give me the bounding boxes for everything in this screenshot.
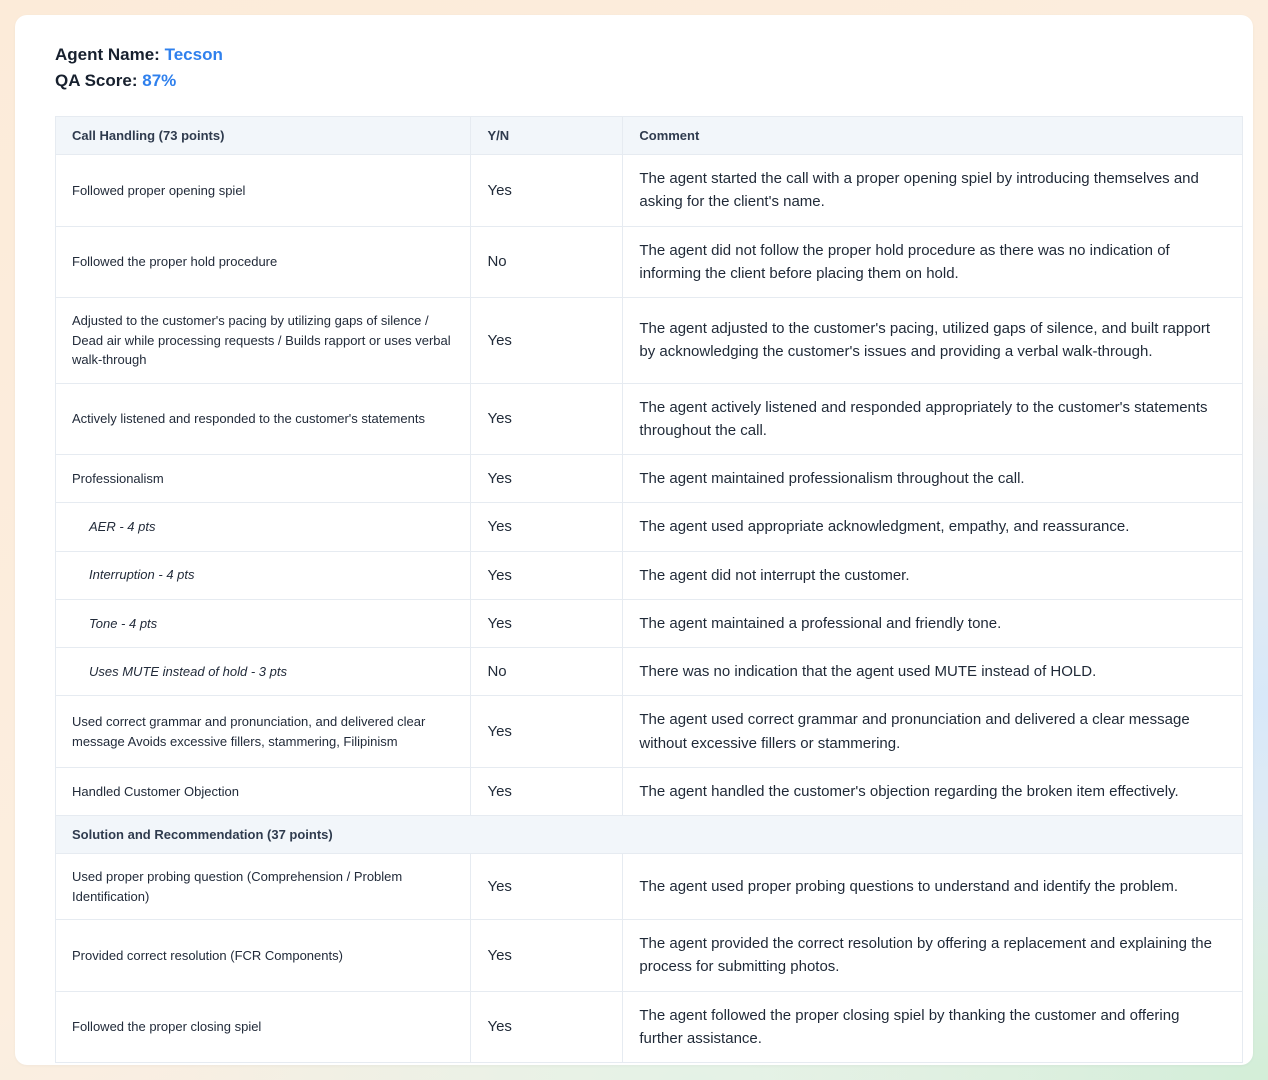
comment-cell: The agent maintained professionalism throughout the call. xyxy=(623,455,1243,503)
yn-cell: No xyxy=(471,226,623,298)
yn-cell: Yes xyxy=(471,854,623,920)
yn-cell: Yes xyxy=(471,503,623,551)
criterion-cell: Provided correct resolution (FCR Components) xyxy=(56,920,471,992)
report-header xyxy=(55,42,1229,93)
table-row xyxy=(56,920,1243,992)
yn-cell: Yes xyxy=(471,767,623,815)
qa-scorecard-table xyxy=(55,116,1243,1063)
criterion-cell: Tone - 4 pts xyxy=(56,599,471,647)
comment-cell: The agent used correct grammar and pronunciation and delivered a clear message without excessive fillers or stammering. xyxy=(623,696,1243,768)
comment-cell: The agent adjusted to the customer's pacing, utilized gaps of silence, and built rapport by acknowledging the customer's issues and providing a verbal walk-through. xyxy=(623,298,1243,384)
criterion-cell: Followed the proper closing spiel xyxy=(56,991,471,1063)
table-header xyxy=(56,117,1243,155)
comment-cell: The agent maintained a professional and friendly tone. xyxy=(623,599,1243,647)
column-header-0: Call Handling (73 points) xyxy=(56,117,471,155)
column-header-2: Comment xyxy=(623,117,1243,155)
comment-cell: The agent followed the proper closing spiel by thanking the customer and offering further assistance. xyxy=(623,991,1243,1063)
qa-score-label: QA Score: xyxy=(55,70,138,90)
comment-cell: The agent started the call with a proper opening spiel by introducing themselves and asking for the client's name. xyxy=(623,155,1243,227)
qa-score-line xyxy=(55,68,1229,94)
table-row xyxy=(56,383,1243,455)
table-row xyxy=(56,767,1243,815)
table-row xyxy=(56,696,1243,768)
table-row xyxy=(56,298,1243,384)
criterion-cell: AER - 4 pts xyxy=(56,503,471,551)
criterion-cell: Handled Customer Objection xyxy=(56,767,471,815)
table-row xyxy=(56,599,1243,647)
criterion-cell: Adjusted to the customer's pacing by utilizing gaps of silence / Dead air while processing requests / Builds rapport or uses verbal walk-through xyxy=(56,298,471,384)
qa-score-value: 87% xyxy=(142,70,177,90)
comment-cell: There was no indication that the agent used MUTE instead of HOLD. xyxy=(623,648,1243,696)
table-header-row xyxy=(56,117,1243,155)
column-header-1: Y/N xyxy=(471,117,623,155)
table-row xyxy=(56,503,1243,551)
agent-name-value: Tecson xyxy=(164,45,223,64)
criterion-cell: Interruption - 4 pts xyxy=(56,551,471,599)
yn-cell: Yes xyxy=(471,298,623,384)
yn-cell: Yes xyxy=(471,696,623,768)
comment-cell: The agent did not interrupt the customer. xyxy=(623,551,1243,599)
comment-cell: The agent used proper probing questions to understand and identify the problem. xyxy=(623,854,1243,920)
criterion-cell: Followed the proper hold procedure xyxy=(56,226,471,298)
criterion-cell: Followed proper opening spiel xyxy=(56,155,471,227)
comment-cell: The agent actively listened and responded appropriately to the customer's statements throughout the call. xyxy=(623,383,1243,455)
yn-cell: No xyxy=(471,648,623,696)
yn-cell: Yes xyxy=(471,920,623,992)
comment-cell: The agent did not follow the proper hold procedure as there was no indication of informing the client before placing them on hold. xyxy=(623,226,1243,298)
criterion-cell: Used correct grammar and pronunciation, and delivered clear message Avoids excessive fillers, stammering, Filipinism xyxy=(56,696,471,768)
table-row xyxy=(56,155,1243,227)
agent-name-line xyxy=(55,42,1229,68)
table-row xyxy=(56,551,1243,599)
qa-report-card xyxy=(15,15,1253,1065)
yn-cell: Yes xyxy=(471,155,623,227)
section-header-row xyxy=(56,816,1243,854)
table-row xyxy=(56,648,1243,696)
comment-cell: The agent provided the correct resolution by offering a replacement and explaining the process for submitting photos. xyxy=(623,920,1243,992)
criterion-cell: Uses MUTE instead of hold - 3 pts xyxy=(56,648,471,696)
yn-cell: Yes xyxy=(471,991,623,1063)
yn-cell: Yes xyxy=(471,551,623,599)
section-header-label: Solution and Recommendation (37 points) xyxy=(56,816,1243,854)
agent-name-label: Agent Name: xyxy=(55,45,160,64)
criterion-cell: Actively listened and responded to the customer's statements xyxy=(56,383,471,455)
criterion-cell: Professionalism xyxy=(56,455,471,503)
table-row xyxy=(56,991,1243,1063)
comment-cell: The agent handled the customer's objection regarding the broken item effectively. xyxy=(623,767,1243,815)
table-row xyxy=(56,226,1243,298)
yn-cell: Yes xyxy=(471,599,623,647)
table-row xyxy=(56,854,1243,920)
criterion-cell: Used proper probing question (Comprehension / Problem Identification) xyxy=(56,854,471,920)
comment-cell: The agent used appropriate acknowledgment, empathy, and reassurance. xyxy=(623,503,1243,551)
yn-cell: Yes xyxy=(471,455,623,503)
yn-cell: Yes xyxy=(471,383,623,455)
table-row xyxy=(56,455,1243,503)
